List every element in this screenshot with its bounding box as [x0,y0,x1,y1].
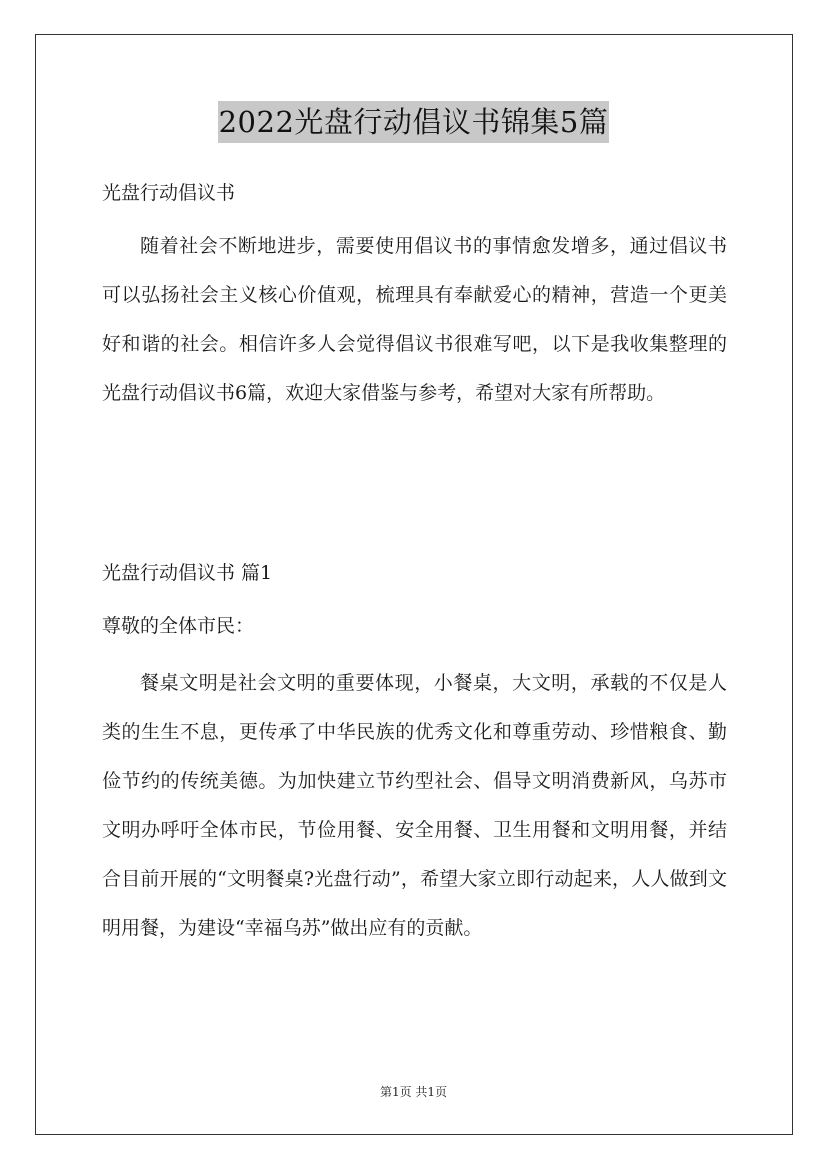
document-title: 2022光盘行动倡议书锦集5篇 [218,101,610,143]
intro-paragraph: 随着社会不断地进步，需要使用倡议书的事情愈发增多，通过倡议书可以弘扬社会主义核心价值观，梳理具有奉献爱心的精神，营造一个更美好和谐的社会。相信许多人会觉得倡议书很难写吧，以下是我收集整理的光盘行动倡议书6篇，欢迎大家借鉴与参考，希望对大家有所帮助。 [102,235,727,404]
section-heading: 光盘行动倡议书 篇1 [102,562,273,584]
salutation: 尊敬的全体市民： [102,615,255,637]
page-footer: 第1页 共1页 [379,1085,448,1099]
section-paragraph: 餐桌文明是社会文明的重要体现，小餐桌，大文明，承载的不仅是人类的生生不息，更传承了中华民族的优秀文化和尊重劳动、珍惜粮食、勤俭节约的传统美德。为加快建立节约型社会、倡导文明消费新风，乌苏市文明办呼吁全体市民，节俭用餐、安全用餐、卫生用餐和文明用餐，并结合目前开展的“文明餐桌?光盘行动”，希望大家立即行动起来，人人做到文明用餐，为建设“幸福乌苏”做出应有的贡献。 [102,672,727,939]
intro-heading: 光盘行动倡议书 [102,182,236,204]
title-wrapper [0,101,827,143]
